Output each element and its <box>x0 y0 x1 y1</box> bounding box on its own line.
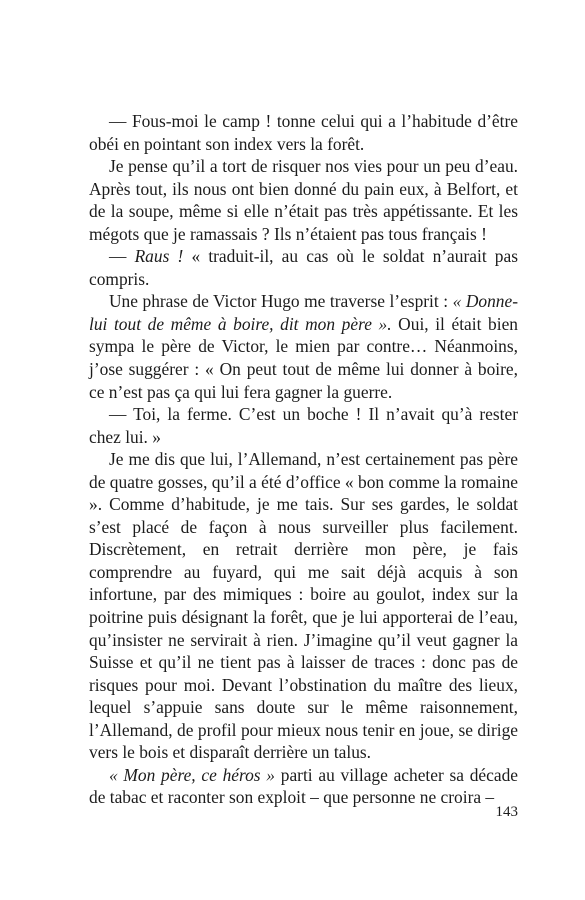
italic-text-segment: « Mon père, ce héros » <box>109 764 276 785</box>
paragraph <box>89 110 518 155</box>
page-number: 143 <box>495 804 518 820</box>
text-segment: — Fous-moi le camp ! tonne celui qui a l’habitude d’être obéi en pointant son index vers la forêt. <box>89 111 518 154</box>
italic-text-segment: Raus ! <box>134 246 184 267</box>
text-segment: « traduit-il, au cas où le soldat n’aurait pas compris. <box>89 246 518 289</box>
text-segment: parti au village acheter sa décade de tabac et raconter son exploit – que personne ne croira – <box>89 764 519 808</box>
paragraph <box>89 764 518 809</box>
paragraph <box>89 155 518 245</box>
text-segment: — <box>109 246 135 267</box>
text-segment: Une phrase de Victor Hugo me traverse l’esprit : <box>109 291 453 312</box>
paragraph <box>89 448 518 764</box>
text-segment: — Toi, la ferme. C’est un boche ! Il n’avait qu’à rester chez lui. » <box>89 404 518 447</box>
text-segment: Oui, il était bien sympa le père de Victor, le mien par contre… Néanmoins, j’ose suggérer : « On peut tout de même lui donner à boire, ce n’est pas ça qui lui fera gagner la guerre. <box>89 313 518 402</box>
paragraph <box>89 290 518 403</box>
italic-text-segment: « Donne-lui tout de même à boire, dit mon père ». <box>89 291 518 334</box>
text-segment: Je pense qu’il a tort de risquer nos vies pour un peu d’eau. Après tout, ils nous ont bien donné du pain eux, à Belfort, et de la soupe, même si elle n’était pas très appétissante. Et les mégots que je ramassais ? Ils n’étaient pas tous français ! <box>89 156 518 244</box>
paragraph <box>89 245 518 290</box>
paragraph <box>89 403 518 448</box>
text-segment: Je me dis que lui, l’Allemand, n’est certainement pas père de quatre gosses, qu’il a été d’office « bon comme la romaine ». Comme d’habitude, je me tais. Sur ses gardes, le soldat s’est placé de façon à nous surveiller plus facilement. Discrètement, en retrait derrière mon père, je fais comprendre au fuyard, qui me sait déjà acquis à son infortune, par des mimiques : boire au goulot, index sur la poitrine puis désignant la forêt, que je lui apporterai de l’eau, qu’insister ne servirait à rien. J’imagine qu’il veut gagner la Suisse et qu’il ne tient pas à laisser de traces : donc pas de risques pour moi. Devant l’obstination du maître des lieux, lequel s’appuie sans doute sur le même raisonnement, l’Allemand, de profil pour mieux nous tenir en joue, se dirige vers le bois et disparaît derrière un talus. <box>89 449 518 763</box>
body-text <box>89 110 518 809</box>
